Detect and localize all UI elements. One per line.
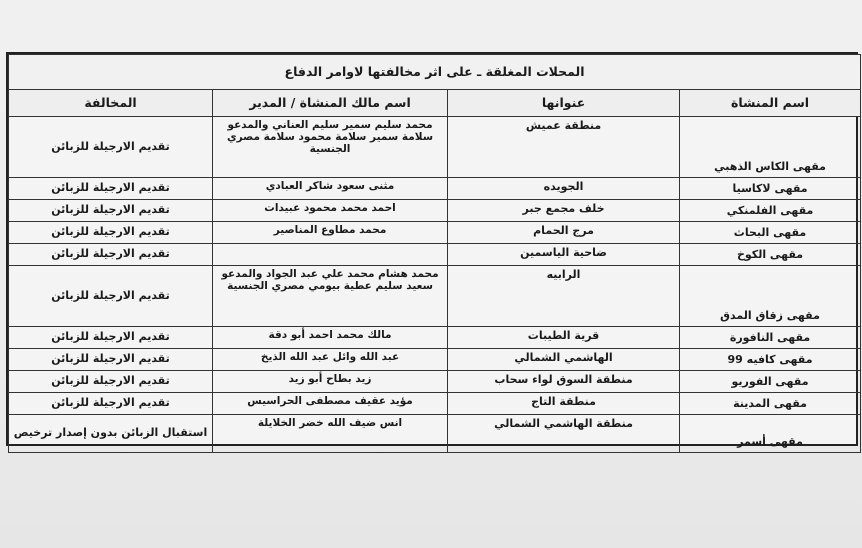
venue-name: مقهى لاكاسيا xyxy=(680,178,861,200)
venue-address: خلف مجمع جبر xyxy=(448,200,680,222)
violation-text: تقديم الارجيلة للزبائن xyxy=(9,178,213,200)
table-row xyxy=(9,178,861,200)
table-row xyxy=(9,117,861,178)
owner-name: محمد سليم سمير سليم العناني والمدعو سلامة سمير سلامة محمود سلامة مصري الجنسية xyxy=(213,117,448,178)
table-title-row xyxy=(9,55,861,90)
table-title: المحلات المغلقة ـ على اثر مخالفتها لاوامر الدفاع xyxy=(9,55,861,90)
venue-address: الجويده xyxy=(448,178,680,200)
column-header-row xyxy=(9,90,861,117)
owner-name: مثنى سعود شاكر العبادي xyxy=(213,178,448,200)
violation-text: تقديم الارجيلة للزبائن xyxy=(9,222,213,244)
violation-text: تقديم الارجيلة للزبائن xyxy=(9,327,213,349)
header-owner-manager: اسم مالك المنشاة / المدير xyxy=(213,90,448,117)
table-row xyxy=(9,415,861,453)
table-row xyxy=(9,349,861,371)
closed-venues-table xyxy=(8,54,861,453)
table-row xyxy=(9,393,861,415)
venue-name: مقهى أسمر xyxy=(680,415,861,453)
venue-address: مرج الحمام xyxy=(448,222,680,244)
violation-text: تقديم الارجيلة للزبائن xyxy=(9,371,213,393)
table-row xyxy=(9,371,861,393)
venue-name: مقهى المدينة xyxy=(680,393,861,415)
owner-name: مؤيد عقيف مصطفى الحراسيس xyxy=(213,393,448,415)
table-row xyxy=(9,266,861,327)
violation-text: تقديم الارجيلة للزبائن xyxy=(9,117,213,178)
violation-text: تقديم الارجيلة للزبائن xyxy=(9,349,213,371)
table-row xyxy=(9,327,861,349)
owner-name: زيد بطاح أبو زيد xyxy=(213,371,448,393)
header-venue-name: اسم المنشاة xyxy=(680,90,861,117)
header-address: عنوانها xyxy=(448,90,680,117)
closed-venues-table-frame xyxy=(6,52,858,449)
venue-address: ضاحية الياسمين xyxy=(448,244,680,266)
owner-name: احمد محمد محمود عبيدات xyxy=(213,200,448,222)
venue-name: مقهى زقاق المدق xyxy=(680,266,861,327)
table-row xyxy=(9,244,861,266)
owner-name: محمد مطاوع المناصير xyxy=(213,222,448,244)
venue-address: قرية الطيبات xyxy=(448,327,680,349)
venue-name: مقهى الكاس الذهبي xyxy=(680,117,861,178)
venue-name: مقهى كافيه 99 xyxy=(680,349,861,371)
owner-name: انس ضيف الله خضر الخلايلة xyxy=(213,415,448,453)
venue-name: مقهى البحاث xyxy=(680,222,861,244)
violation-text: تقديم الارجيلة للزبائن xyxy=(9,393,213,415)
owner-name: مالك محمد احمد أبو دقة xyxy=(213,327,448,349)
violation-text: تقديم الارجيلة للزبائن xyxy=(9,244,213,266)
violation-text: تقديم الارجيلة للزبائن xyxy=(9,200,213,222)
header-violation: المخالفة xyxy=(9,90,213,117)
table-row xyxy=(9,222,861,244)
venue-name: مقهى الفلمنكي xyxy=(680,200,861,222)
owner-name: محمد هشام محمد علي عبد الجواد والمدعو سعيد سليم عطية بيومي مصري الجنسية xyxy=(213,266,448,327)
owner-name: عبد الله وائل عبد الله الذيخ xyxy=(213,349,448,371)
venue-address: منطقة عميش xyxy=(448,117,680,178)
violation-text: استقبال الزبائن بدون إصدار ترخيص xyxy=(9,415,213,453)
venue-address: منطقة الهاشمي الشمالي xyxy=(448,415,680,453)
violation-text: تقديم الارجيلة للزبائن xyxy=(9,266,213,327)
owner-name xyxy=(213,244,448,266)
venue-name: مقهى النافورة xyxy=(680,327,861,349)
venue-address: الهاشمي الشمالي xyxy=(448,349,680,371)
table-row xyxy=(9,200,861,222)
venue-address: منطقة التاج xyxy=(448,393,680,415)
venue-name: مقهى الفوريو xyxy=(680,371,861,393)
venue-name: مقهى الكوخ xyxy=(680,244,861,266)
venue-address: الرابيه xyxy=(448,266,680,327)
venue-address: منطقة السوق لواء سحاب xyxy=(448,371,680,393)
